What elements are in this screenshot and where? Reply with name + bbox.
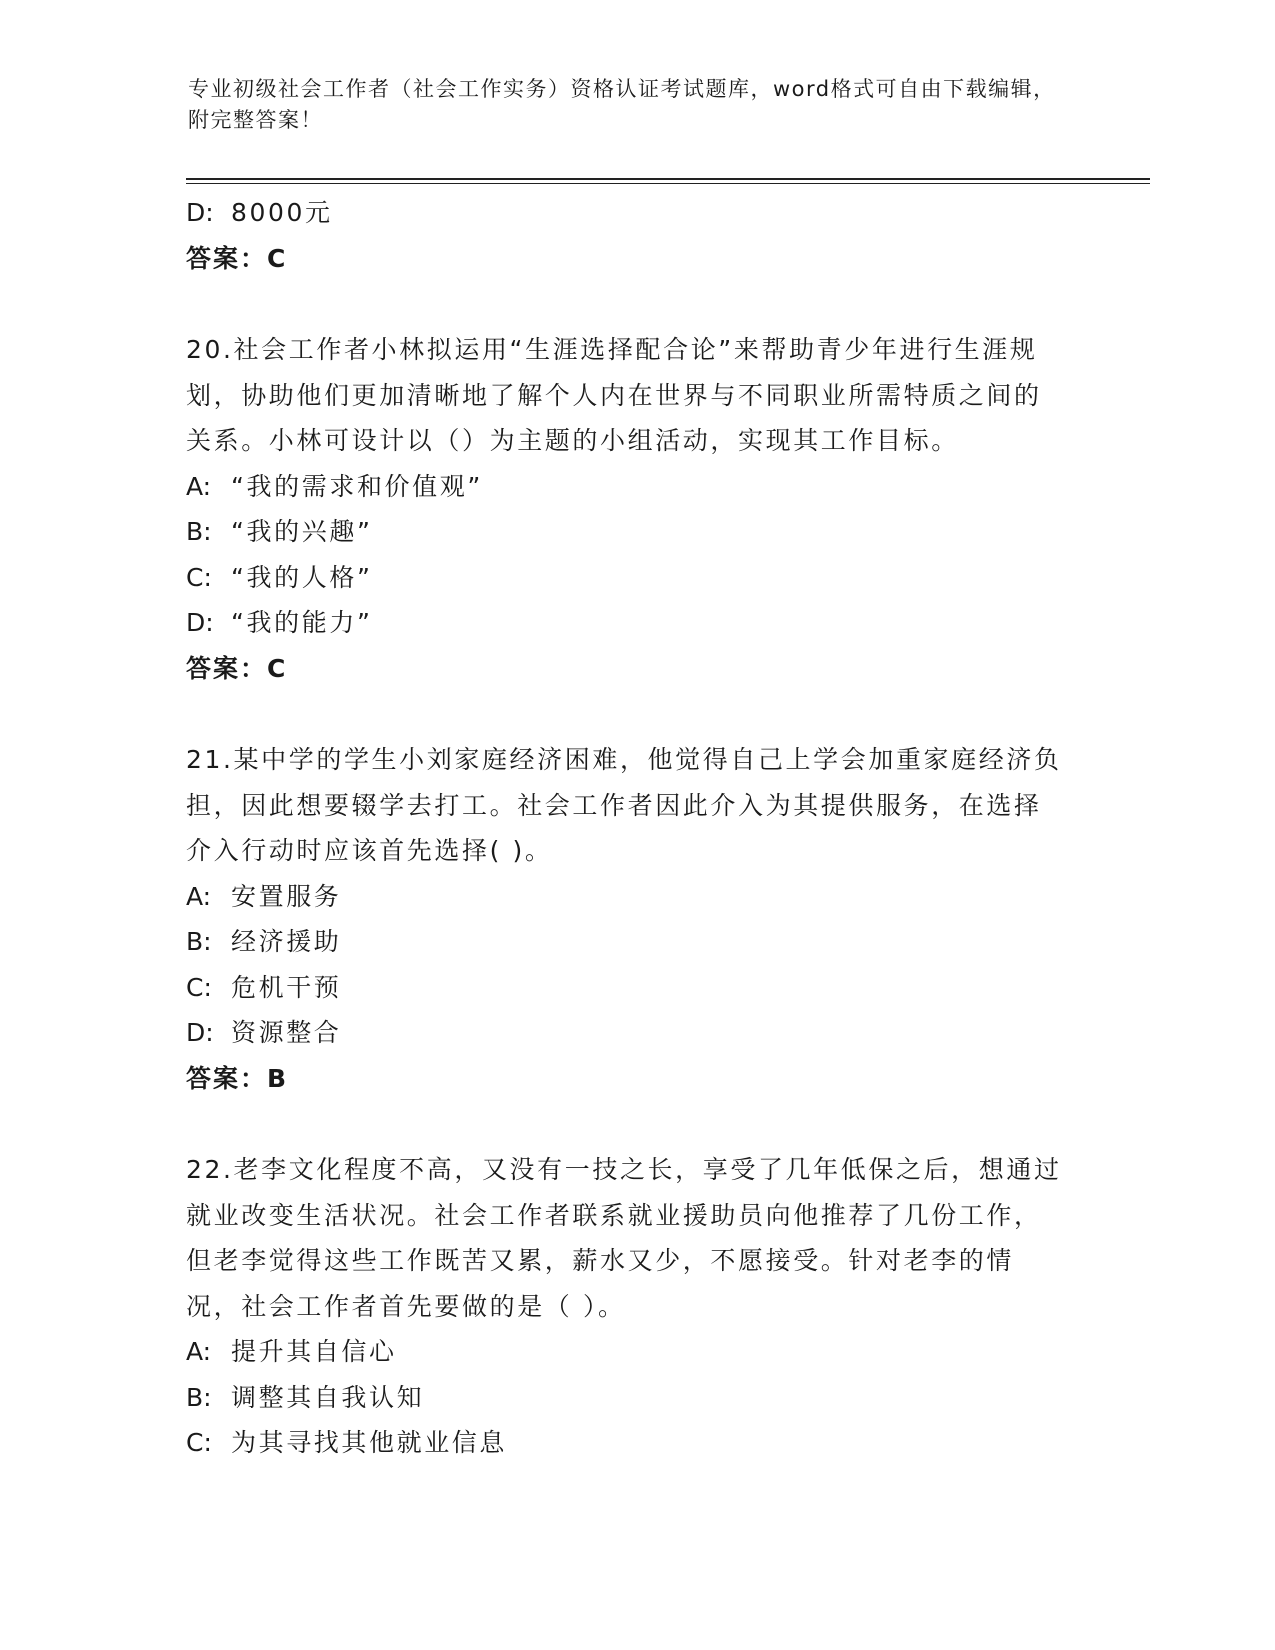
document-body (186, 190, 1086, 1466)
header-rule-thick (186, 178, 1150, 180)
option-text: 资源整合 (231, 1018, 342, 1047)
option-item (186, 919, 1086, 965)
option-item (186, 1375, 1086, 1421)
option-text: 8000元 (231, 198, 333, 227)
option-text: 为其寻找其他就业信息 (231, 1428, 508, 1457)
option-label: C: (186, 562, 212, 592)
option-text: “我的人格” (231, 562, 373, 592)
option-label: B: (186, 1382, 212, 1412)
spacer (186, 1101, 1086, 1147)
option-label: B: (186, 517, 212, 546)
option-item (186, 509, 1086, 555)
option-label: D: (186, 1018, 214, 1047)
option-label: B: (186, 927, 212, 956)
option-text: 提升其自信心 (231, 1337, 397, 1366)
option-item (186, 600, 1086, 646)
option-text: “我的兴趣” (231, 517, 373, 546)
spacer (186, 281, 1086, 327)
option-label: A: (186, 881, 212, 911)
option-text: 经济援助 (231, 927, 342, 956)
question-stem: 21.某中学的学生小刘家庭经济困难，他觉得自己上学会加重家庭经济负担，因此想要辍学去打工。社会工作者因此介入为其提供服务，在选择介入行动时应该首先选择( )。 (186, 745, 1062, 865)
option-item (186, 1420, 1086, 1466)
question-21 (186, 737, 1086, 1101)
option-label: D: (186, 198, 214, 227)
option-text: 安置服务 (231, 881, 342, 911)
answer-line: 答案：C (186, 243, 288, 273)
question-stem: 22.老李文化程度不高，又没有一技之长，享受了几年低保之后，想通过就业改变生活状况。社会工作者联系就业援助员向他推荐了几份工作，但老李觉得这些工作既苦又累，薪水又少，不愿接受。针对老李的情况，社会工作者首先要做的是（ ）。 (186, 1155, 1062, 1321)
option-item (186, 874, 1086, 920)
question-stem: 20.社会工作者小林拟运用“生涯选择配合论”来帮助青少年进行生涯规划，协助他们更加清晰地了解个人内在世界与不同职业所需特质之间的关系。小林可设计以（）为主题的小组活动，实现其工作目标。 (186, 335, 1042, 455)
option-text: 调整其自我认知 (231, 1382, 425, 1412)
header-rule-thin (186, 183, 1150, 184)
answer-line: 答案：B (186, 1063, 289, 1093)
option-item (186, 190, 1086, 236)
page-header: 专业初级社会工作者（社会工作实务）资格认证考试题库，word格式可自由下载编辑，附完整答案！ (188, 77, 1056, 132)
option-label: C: (186, 1428, 212, 1457)
option-item (186, 1010, 1086, 1056)
question-22 (186, 1147, 1086, 1466)
option-text: 危机干预 (231, 972, 342, 1002)
option-text: “我的需求和价值观” (231, 471, 483, 501)
option-label: C: (186, 972, 212, 1002)
question-20 (186, 327, 1086, 691)
option-item (186, 1329, 1086, 1375)
option-text: “我的能力” (231, 608, 373, 637)
option-item (186, 555, 1086, 601)
option-label: A: (186, 471, 212, 501)
option-label: A: (186, 1337, 212, 1366)
option-item (186, 464, 1086, 510)
answer-line: 答案：C (186, 653, 288, 683)
spacer (186, 691, 1086, 737)
option-item (186, 965, 1086, 1011)
option-label: D: (186, 608, 214, 637)
